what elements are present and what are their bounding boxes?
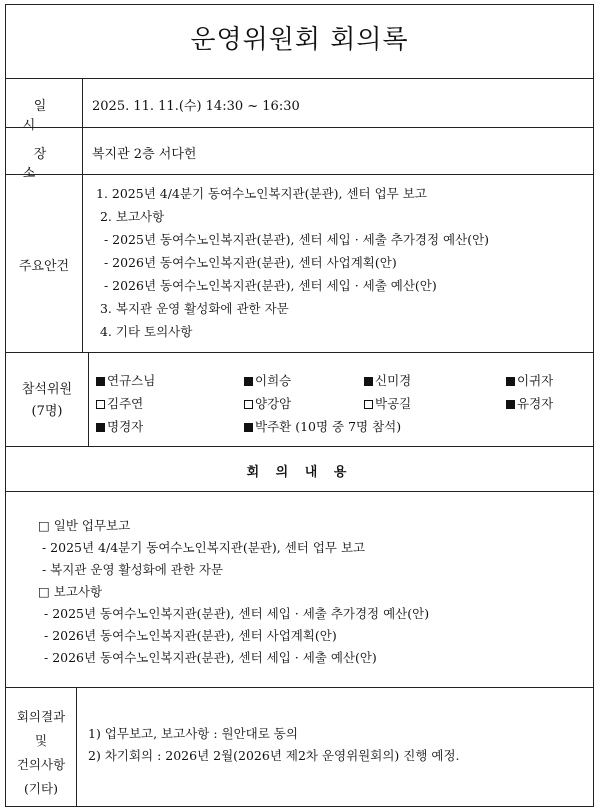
- minutes-line: □ 보고사항: [38, 584, 103, 599]
- absent-checkbox-icon: [96, 400, 105, 409]
- result-label-line: 및: [34, 733, 48, 748]
- agenda-item: - 2025년 동여수노인복지관(분관), 센터 세입 · 세출 추가경정 예산(안): [96, 232, 490, 247]
- minutes-line: - 2026년 동여수노인복지관(분관), 센터 세입 · 세출 예산(안): [44, 650, 377, 665]
- divider: [6, 491, 593, 492]
- present-checkbox-icon: [506, 400, 515, 409]
- attendee-name: 명경자: [107, 419, 144, 434]
- agenda-item: 3. 복지관 운영 활성화에 관한 자문: [96, 301, 289, 316]
- agenda-item: - 2026년 동여수노인복지관(분관), 센터 사업계획(안): [96, 255, 397, 270]
- attendee: [364, 394, 411, 412]
- attendee: [96, 417, 143, 435]
- attendee-name: 신미경: [375, 373, 412, 388]
- divider: [6, 174, 593, 175]
- present-checkbox-icon: [96, 423, 105, 432]
- column-divider: [88, 352, 89, 446]
- attendee: [96, 394, 143, 412]
- attendee-name: 박공길: [375, 396, 412, 411]
- minutes-line: - 2025년 동여수노인복지관(분관), 센터 세입 · 세출 추가경정 예산(안): [44, 606, 430, 621]
- result-content: [88, 723, 460, 767]
- divider: [6, 78, 593, 79]
- result-label: [6, 705, 76, 801]
- present-checkbox-icon: [506, 377, 515, 386]
- attendee-name: 이귀자: [517, 373, 554, 388]
- result-line: 2) 차기회의 : 2026년 2월(2026년 제2차 운영위원회의) 진행 예정.: [88, 748, 460, 763]
- minutes-document: [5, 4, 594, 807]
- date-label: 일 시: [22, 99, 77, 133]
- present-checkbox-icon: [244, 377, 253, 386]
- absent-checkbox-icon: [244, 400, 253, 409]
- attendee: [506, 394, 553, 412]
- attendees-label: [6, 379, 88, 423]
- attendee-name: 이희승: [255, 373, 292, 388]
- attendee-name: 박주환 (10명 중 7명 참석): [255, 419, 402, 434]
- attendee-name: 양강암: [255, 396, 292, 411]
- place-value: 복지관 2층 서다헌: [92, 147, 197, 162]
- result-label-line: 건의사항: [16, 757, 66, 772]
- attendee-name: 김주연: [107, 396, 144, 411]
- present-checkbox-icon: [96, 377, 105, 386]
- result-label-line: (기타): [24, 781, 58, 796]
- attendee: [96, 371, 155, 389]
- present-checkbox-icon: [244, 423, 253, 432]
- date-value: 2025. 11. 11.(수) 14:30 ~ 16:30: [92, 99, 300, 114]
- column-divider: [76, 687, 77, 807]
- present-checkbox-icon: [364, 377, 373, 386]
- result-label-line: 회의결과: [16, 709, 66, 724]
- minutes-content: [38, 515, 429, 669]
- minutes-line: - 2026년 동여수노인복지관(분관), 센터 사업계획(안): [44, 628, 337, 643]
- minutes-heading: 회 의 내 용: [246, 465, 353, 480]
- agenda-list: [96, 182, 489, 343]
- attendee: [244, 394, 291, 412]
- attendee: [244, 417, 401, 435]
- document-title: 운영위원회 회의록: [190, 25, 409, 55]
- minutes-line: - 복지관 운영 활성화에 관한 자문: [38, 562, 224, 577]
- divider: [6, 687, 593, 688]
- attendees-label-title: 참석위원: [21, 382, 73, 397]
- attendee: [506, 371, 553, 389]
- agenda-label: 주요안건: [18, 259, 70, 274]
- attendee: [364, 371, 411, 389]
- place-label: 장 소: [22, 147, 77, 181]
- result-line: 1) 업무보고, 보고사항 : 원안대로 동의: [88, 726, 298, 741]
- divider: [6, 352, 593, 353]
- minutes-line: - 2025년 4/4분기 동여수노인복지관(분관), 센터 업무 보고: [38, 540, 366, 555]
- absent-checkbox-icon: [364, 400, 373, 409]
- minutes-line: □ 일반 업무보고: [38, 518, 131, 533]
- divider: [6, 446, 593, 447]
- column-divider: [82, 78, 83, 352]
- attendee-name: 연규스님: [107, 373, 156, 388]
- agenda-item: - 2026년 동여수노인복지관(분관), 센터 세입 · 세출 예산(안): [96, 278, 437, 293]
- attendees-label-count: (7명): [31, 404, 63, 419]
- agenda-item: 4. 기타 토의사항: [96, 324, 193, 339]
- attendee: [244, 371, 291, 389]
- agenda-item: 1. 2025년 4/4분기 동여수노인복지관(분관), 센터 업무 보고: [96, 186, 427, 201]
- agenda-item: 2. 보고사항: [96, 209, 165, 224]
- divider: [6, 127, 593, 128]
- attendee-name: 유경자: [517, 396, 554, 411]
